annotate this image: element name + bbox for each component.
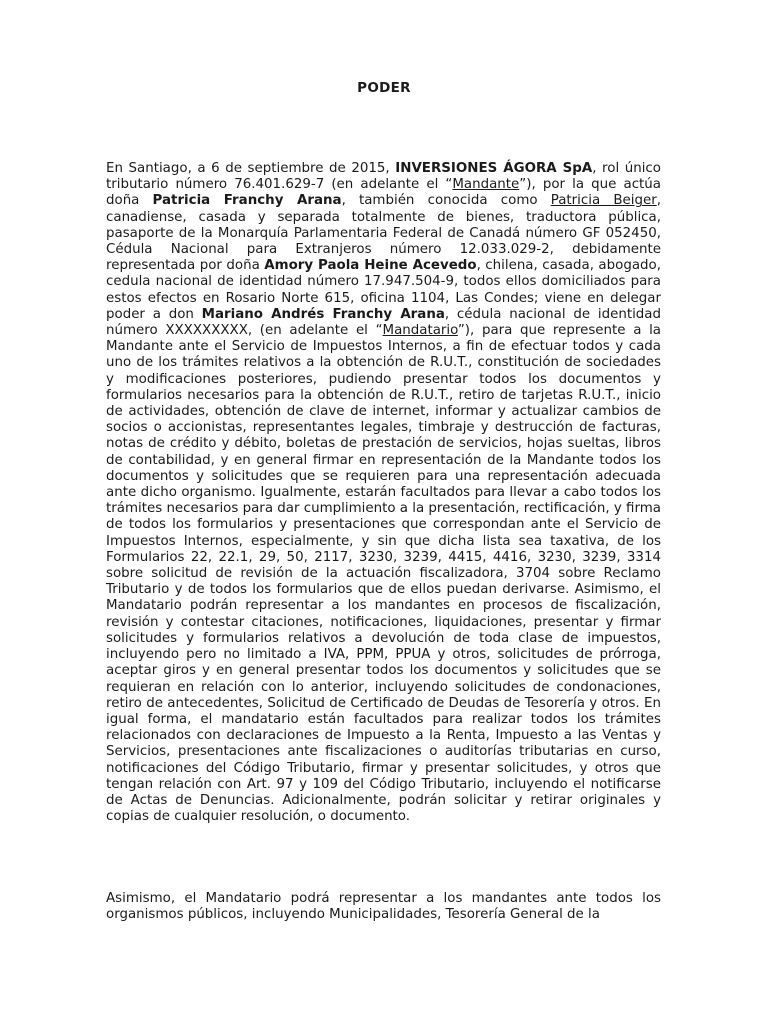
text-run: ”), para que represente a la Mandante ante el Servicio de Impuestos Internos, a fin de efectuar todos y cada uno de los trámites relativos a la obtención de R.U.T., constitución de sociedades y modificaciones posteriores, pudiendo presentar todos los documentos y formularios necesarios para la obtención de R.U.T., retiro de tarjetas R.U.T., inicio de actividades, obtención de clave de internet, informar y actualizar cambios de socios o accionistas, representantes legales, timbraje y destrucción de facturas, notas de crédito y débito, boletas de prestación de servicios, hojas sueltas, libros de contabilidad, y en general firmar en representación de la Mandante todos los documentos y solicitudes que se requieren para una representación adecuada ante dicho organismo. Igualmente, estarán facultados para llevar a cabo todos los trámites necesarios para dar cumplimiento a la presentación, rectificación, y firma de todos los formularios y presentaciones que correspondan ante el Servicio de Impuestos Internos, especialmente, y sin que dicha lista sea taxativa, de los Formularios 22, 22.1, 29, 50, 2117, 3230, 3239, 4415, 4416, 3230, 3239, 3314 sobre solicitud de revisión de la actuación fiscalizadora, 3704 sobre Reclamo Tributario y de todos los formularios que de ellos puedan derivarse. Asimismo, el Mandatario podrán representar a los mandantes en procesos de fiscalización, revisión y contestar citaciones, notificaciones, liquidaciones, presentar y firmar solicitudes y formularios relativos a devolución de toda clase de impuestos, incluyendo pero no limitado a IVA, PPM, PPUA y otros, solicitudes de prórroga, aceptar giros y en general presentar todos los documentos y solicitudes que se requieran en relación con lo anterior, incluyendo solicitudes de condonaciones, retiro de antecedentes, Solicitud de Certificado de Deudas de Tesorería y otros. En igual forma, el mandatario están facultados para realizar todos los trámites relacionados con declaraciones de Impuesto a la Renta, Impuesto a las Ventas y Servicios, presentaciones ante fiscalizaciones o auditorías tributarias en curso, notificaciones del Código Tributario, firmar y presentar solicitudes, y otros que tengan relación con Art. 97 y 109 del Código Tributario, incluyendo el notificarse de Actas de Denuncias. Adicionalmente, podrán solicitar y retirar originales y copias de cualquier resolución, o documento. xyxy=(106,323,661,825)
body-paragraph xyxy=(106,161,661,825)
document-title: PODER xyxy=(357,80,411,96)
text-run: , cédula nacional de identidad número XXXXXXXXX, (en adelante el “ xyxy=(106,306,661,339)
bold-name: Mariano Andrés Franchy Arana xyxy=(201,306,445,322)
body-paragraph xyxy=(106,891,661,923)
text-run: , chilena, casada, abogado, cedula nacional de identidad número 17.947.504-9, todos ellos domiciliados para estos efectos en Rosario Norte 615, oficina 1104, Las Condes; viene en delegar poder a don xyxy=(106,258,661,322)
text-run: Asimismo, el Mandatario podrá representar a los mandantes ante todos los organismos públicos, incluyendo Municipalidades, Tesorería General de la xyxy=(106,891,661,923)
text-run: ”), por la que actúa doña xyxy=(106,177,662,209)
bold-name: INVERSIONES ÁGORA SpA xyxy=(395,161,593,176)
defined-term: Mandatario xyxy=(382,323,458,339)
defined-term: Patricia Beiger xyxy=(550,193,657,209)
text-run: , rol único tributario número 76.401.629-7 (en adelante el “ xyxy=(106,161,661,193)
bold-name: Patricia Franchy Arana xyxy=(152,193,342,209)
defined-term: Mandante xyxy=(452,177,520,193)
text-run: , también conocida como xyxy=(341,193,551,209)
text-run: En Santiago, a 6 de septiembre de 2015, xyxy=(106,161,396,176)
text-run: , canadiense, casada y separada totalmente de bienes, traductora pública, pasaporte de la Monarquía Parlamentaria Federal de Canadá número GF 052450, Cédula Nacional para Extranjeros número 12.033.029-2, debidamente representada por doña xyxy=(106,193,661,274)
bold-name: Amory Paola Heine Acevedo xyxy=(264,258,477,274)
